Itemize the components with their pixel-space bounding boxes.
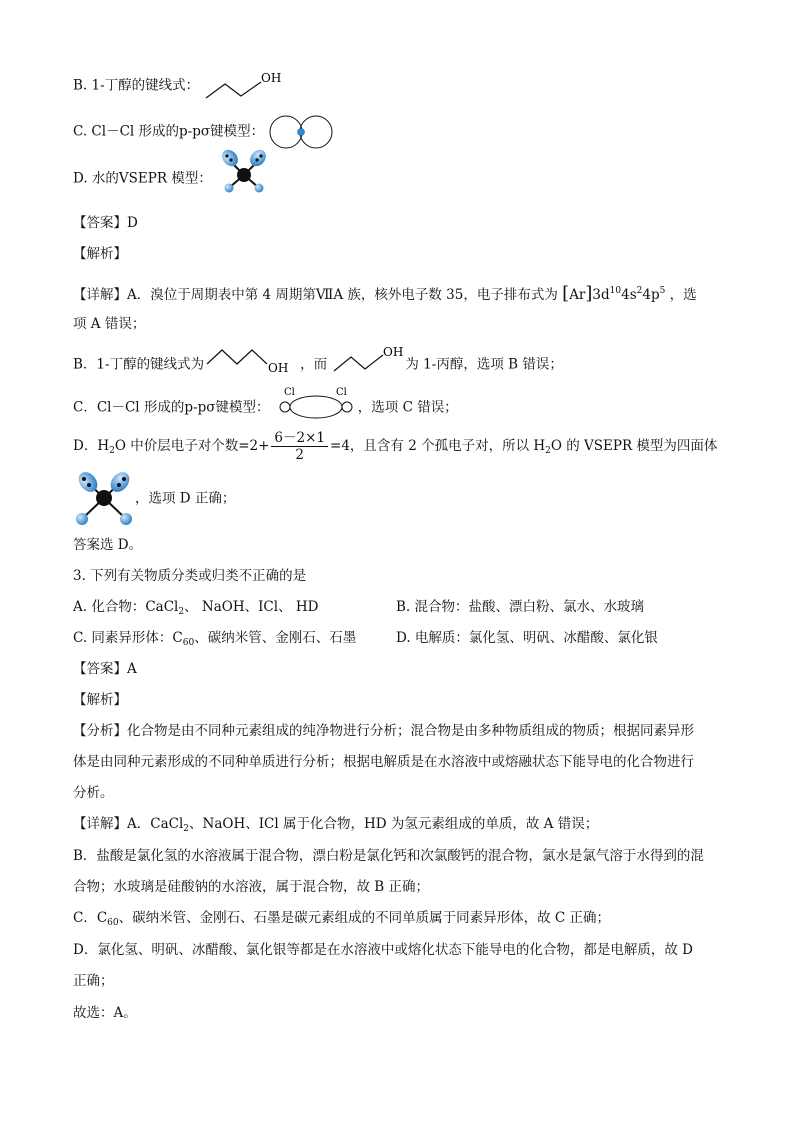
pi-bond-orbital-diagram [274,385,358,421]
q3-detail-d-line2: 正确； [73,973,114,989]
q3-detail-b-line1: B．盐酸是氯化氢的水溶液属于混合物，漂白粉是氯化钙和次氯酸钙的混合物，氯水是氯气溶于水得到的混 [73,848,704,864]
fraction: $\frac{6-2\times 1}{2}$ [271,430,328,463]
q2-detail-c [73,387,458,421]
q3-detail-c: C．$C_{60}$、碳纳米管、金刚石、石墨是碳元素组成的不同单质属于同素异形体，故 C 正确； [73,910,611,928]
detail-d-text: D．H [73,438,110,454]
pp-sigma-text: p-pσ [179,123,211,140]
q2-option-d [73,165,272,193]
q2-option-b [73,70,283,102]
svg-text:Cl: Cl [335,387,347,398]
detail-a-tail: ，选 [669,287,697,303]
option-c-label-post: 键模型： [210,123,265,140]
q3-option-b: B. 混合物：盐酸、漂白粉、氯水、水玻璃 [396,599,645,615]
pp-sigma-orbital-diagram [268,113,334,151]
detail-c-label: 键模型： [215,399,270,416]
water-vsepr-model-small [216,147,272,193]
q2-detail-d-line2 [73,470,235,528]
q2-detail-a-line2: 项 A 错误； [73,316,146,332]
svg-text:OH: OH [268,361,289,375]
detail-c-pp: p-pσ [184,399,216,416]
q2-analysis-heading: 【解析】 [73,246,127,262]
option-d-label: D. 水的VSEPR 模型： [73,170,212,187]
detail-b-text: B．1-丁醇的键线式为 [73,356,205,373]
water-vsepr-model-large [73,470,135,528]
q3-option-d: D. 电解质：氯化氢、明矾、冰醋酸、氯化银 [396,630,658,646]
q2-detail-a-line1 [73,281,697,305]
detail-c-text: C．Cl－Cl 形成的 [73,399,185,416]
q3-answer: 【答案】A [73,661,137,677]
q2-answer: 【答案】D [73,215,138,231]
q3-fenxi-line1: 【分析】化合物是由不同种元素组成的纯净物进行分析；混合物是由多种物质组成的物质；根据同素异形 [73,723,694,739]
detail-b-and: ，而 [300,356,328,373]
q3-option-a: A. 化合物：CaCl$_2$、 NaOH、ICl、 HD [73,599,319,617]
option-c-label: C. Cl－Cl 形成的 [73,123,180,140]
detail-c-tail: ，选项 C 错误； [357,399,458,416]
q3-fenxi-line3: 分析。 [73,785,114,801]
q2-option-c [73,113,334,151]
option-b-label: B. 1-丁醇的键线式： [73,77,200,94]
q3-option-c: C. 同素异形体：$C_{60}$、碳纳米管、金刚石、石墨 [73,630,357,648]
q3-detail-a: 【详解】A．CaCl$_2$、NaOH、ICl 属于化合物，HD 为氢元素组成的单质，故 A 错误； [73,816,599,834]
q3-detail-b-line2: 合物；水玻璃是硅酸钠的水溶液，属于混合物，故 B 正确； [73,879,430,895]
q2-detail-b [73,345,563,378]
electron-configuration: $[Ar]3d^{10}4s^24p^5$ [562,283,666,304]
detail-d-tail: ，选项 D 正确； [135,490,236,507]
q3-fenxi-line2: 体是由同种元素形成的不同种单质进行分析；根据电解质是在水溶液中或熔融状态下能导电的化合物进行 [73,754,694,770]
q3-final-answer: 故选：A。 [73,1005,137,1021]
q2-detail-d-line1: D．$H_2O$ 中价层电子对个数=2+ $\frac{6-2\times 1}{2}$ =4，且含有 2 个孤电子对，所以 $H_2O$ 的 VSEPR 模型为四面体 [73,430,718,463]
q3-stem: 3. 下列有关物质分类或归类不正确的是 [73,568,307,584]
detail-a-text: 【详解】A．溴位于周期表中第 4 周期第ⅦA 族，核外电子数 35，电子排布式为 [73,287,558,303]
oh-label: OH [261,71,282,85]
svg-text:Cl: Cl [283,387,295,398]
q3-analysis-heading: 【解析】 [73,692,127,708]
detail-b-tail: 为 1-丙醇，选项 B 错误； [405,356,563,373]
butanol-skeletal-formula [204,346,300,378]
propanol-skeletal-formula-2 [331,345,405,375]
q3-detail-d-line1: D．氯化氢、明矾、冰醋酸、氯化银等都是在水溶液中或熔化状态下能导电的化合物，都是电解质，故 D [73,942,693,958]
q2-final-answer: 答案选 D。 [73,537,143,553]
svg-text:OH: OH [383,345,404,359]
propanol-skeletal-formula [203,70,283,102]
